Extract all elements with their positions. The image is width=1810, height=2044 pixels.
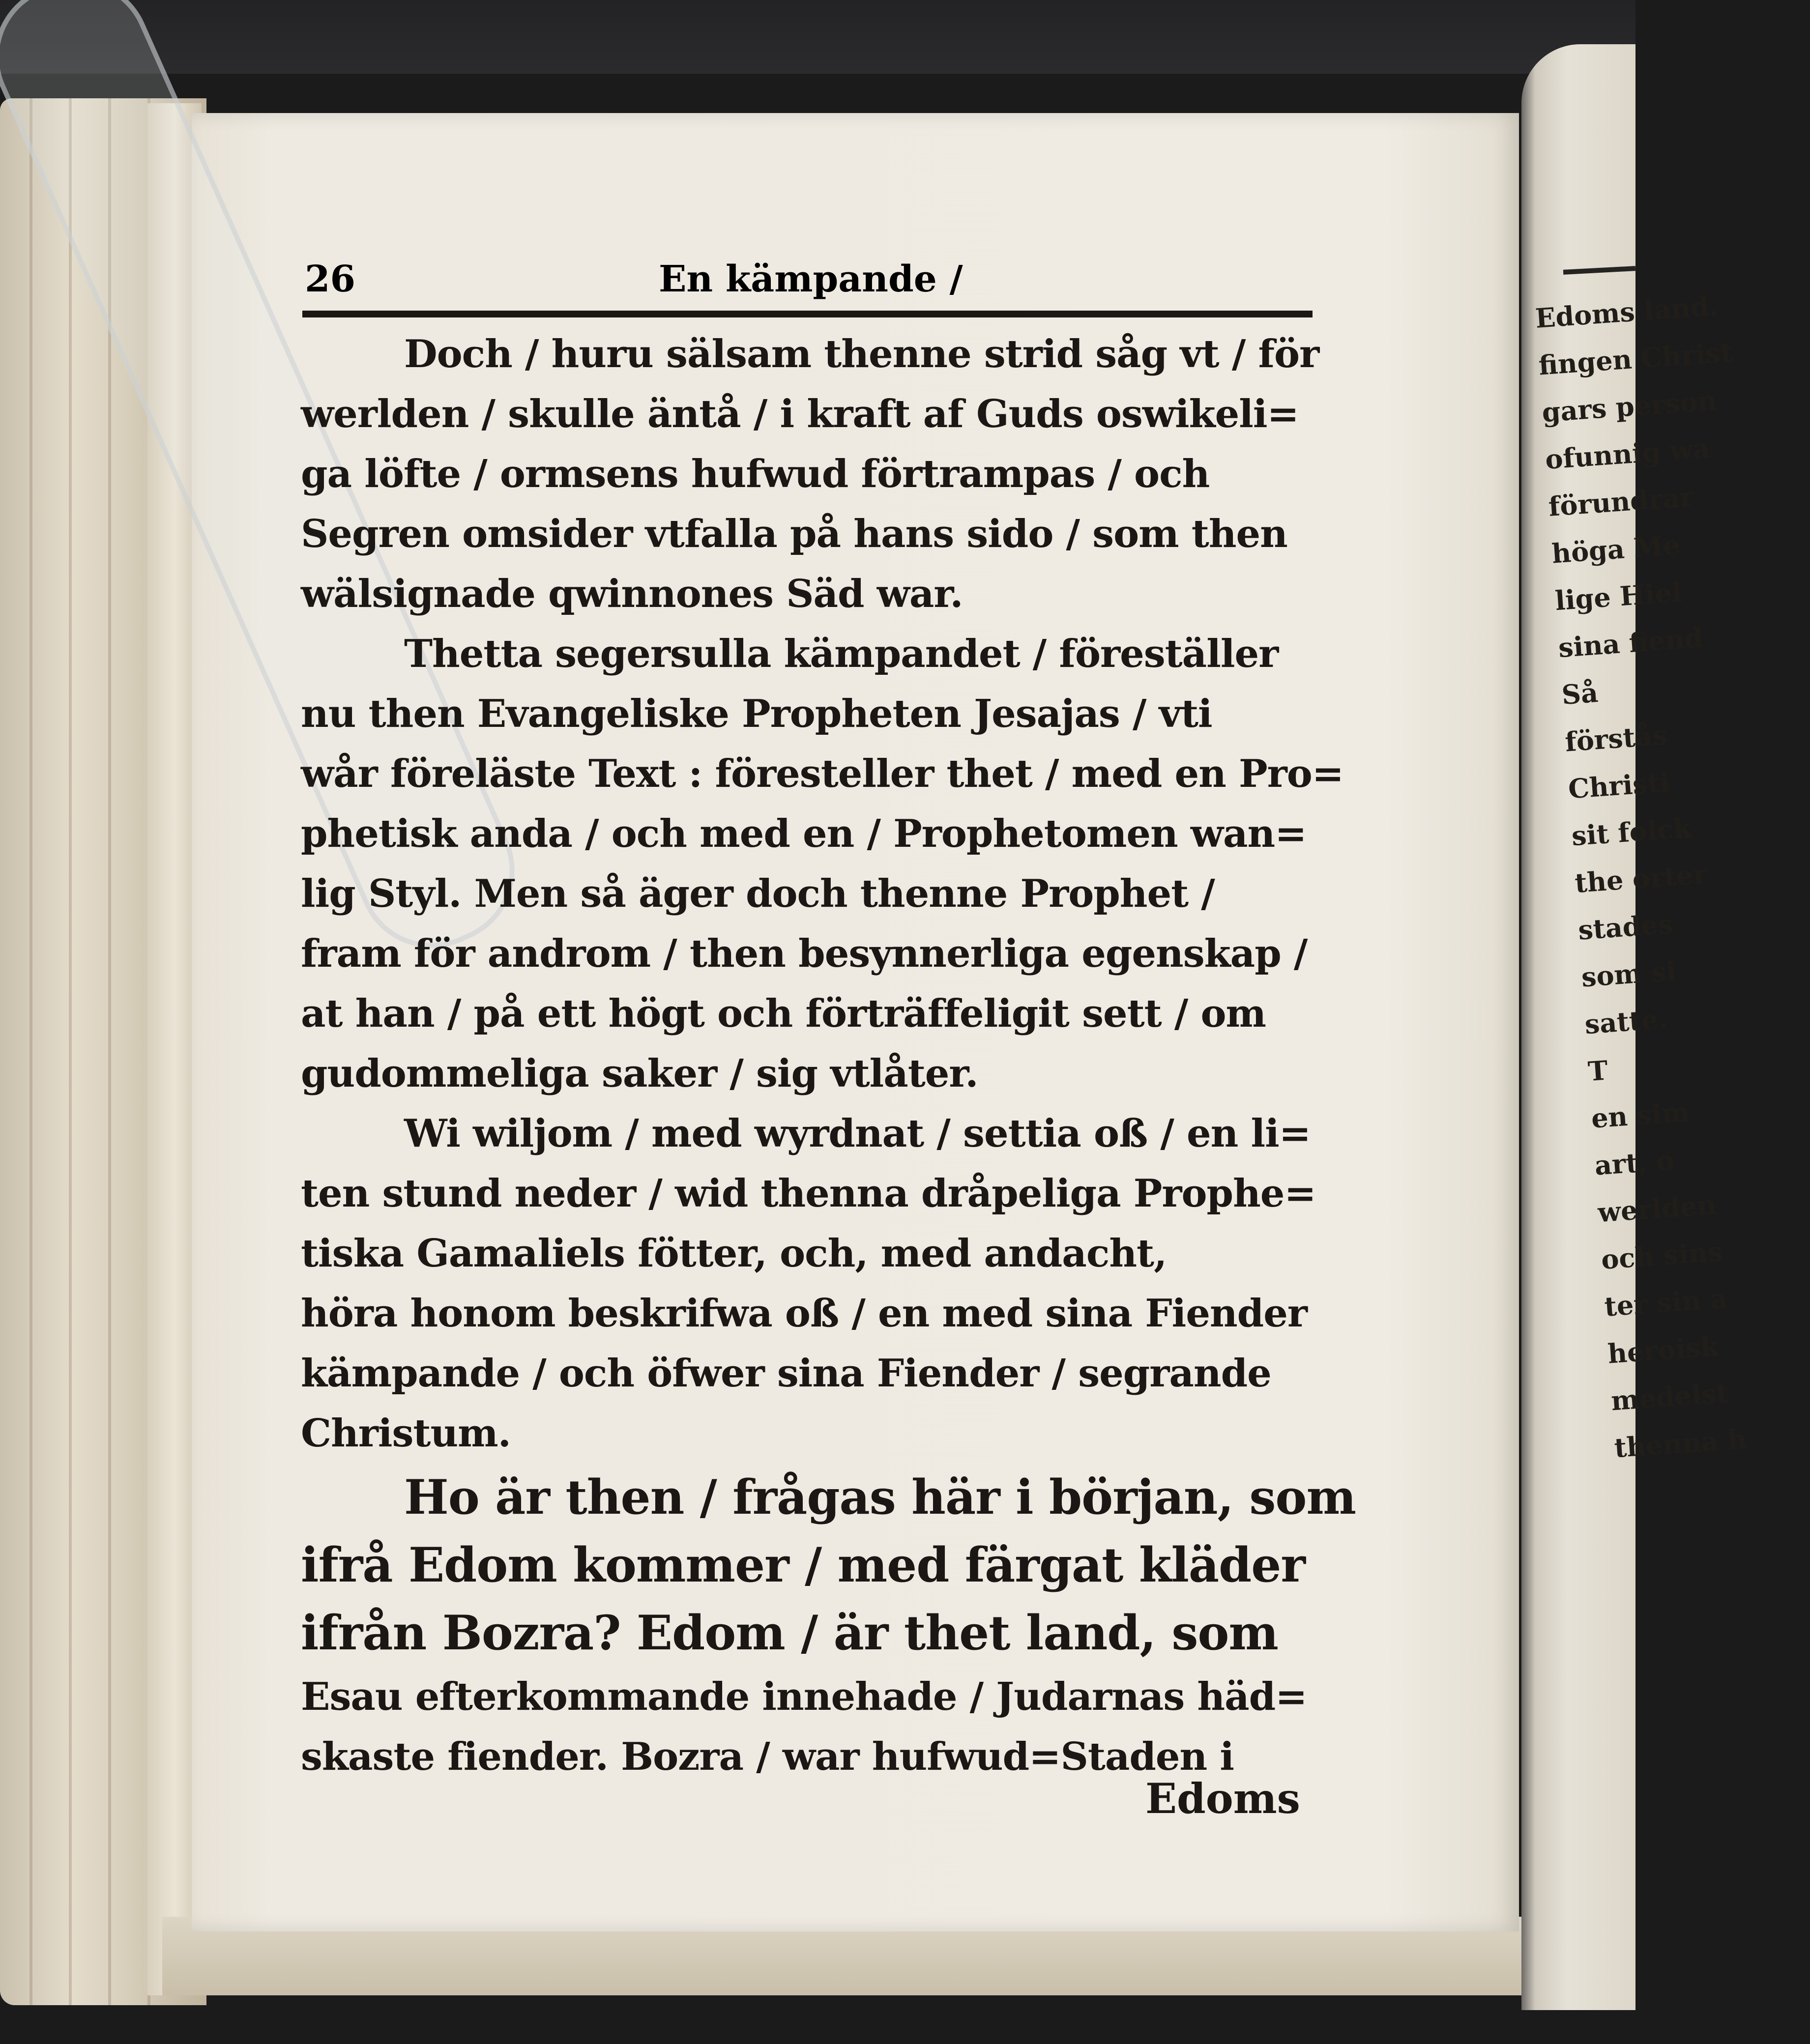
facing-text-line: werlden	[1597, 1188, 1718, 1229]
text-line: ten stund neder / wid thenna dråpeliga Prophe=	[301, 1171, 1316, 1216]
page-header	[305, 258, 1308, 307]
catchword: Edoms	[1145, 1774, 1300, 1823]
text-line: Christum.	[301, 1411, 511, 1456]
facing-text-line: och sins	[1600, 1236, 1724, 1276]
body-text	[301, 324, 1356, 1787]
facing-text-line: T	[1587, 1054, 1609, 1088]
facing-text-line: Edoms land.	[1534, 289, 1720, 334]
text-line: ifrå Edom kommer / med färgat kläder	[301, 1537, 1305, 1593]
facing-text-line: lige Hiel	[1554, 576, 1683, 617]
page-number: 26	[305, 258, 355, 300]
header-rule	[302, 311, 1313, 317]
text-line: ifrån Bozra? Edom / är thet land, som	[301, 1605, 1278, 1661]
text-line: phetisk anda / och med en / Prophetomen wan=	[301, 811, 1307, 856]
text-line: Doch / huru sälsam thenne strid såg vt / för	[404, 332, 1319, 376]
text-line: höra honom beskrifwa oß / en med sina Fiender	[301, 1291, 1307, 1336]
facing-text-line: höga Me	[1550, 529, 1681, 570]
text-line: kämpande / och öfwer sina Fiender / segrande	[301, 1351, 1271, 1396]
facing-text-line: ofunnig wa	[1544, 432, 1711, 476]
facing-text-line: heroisk	[1606, 1330, 1720, 1370]
text-line: ga löfte / ormsens hufwud förtrampas / och	[301, 452, 1210, 496]
text-line: wälsignade qwinnones Säd war.	[301, 572, 963, 616]
text-line: skaste fiender. Bozra / war hufwud=Staden i	[301, 1734, 1234, 1779]
text-line: fram för androm / then besynnerliga egenskap /	[301, 931, 1308, 976]
running-head: En kämpande /	[659, 258, 963, 300]
facing-text-line: som si	[1580, 955, 1678, 993]
text-line: at han / på ett högt och förträffeligit sett / om	[301, 991, 1266, 1036]
facing-text-line: art, o	[1593, 1144, 1675, 1181]
facing-text-line: fingen Christ	[1537, 336, 1734, 381]
facing-text-line: en sim	[1590, 1096, 1691, 1134]
facing-text-line: gars person	[1541, 384, 1718, 429]
facing-text-line: the orter	[1574, 858, 1708, 899]
facing-text-line: ter sin a	[1603, 1282, 1729, 1323]
text-line: wår föreläste Text : föresteller thet / med en Pro=	[301, 751, 1344, 796]
facing-text-line: förstås	[1564, 719, 1668, 758]
facing-text-line: stades	[1577, 908, 1674, 946]
text-line: Ho är then / frågas här i början, som	[404, 1469, 1356, 1525]
facing-text-line: förundrar	[1547, 481, 1695, 522]
backdrop	[0, 0, 1635, 74]
text-line: Thetta segersulla kämpandet / föreställer	[404, 632, 1279, 676]
facing-text-line: thenna h	[1613, 1423, 1748, 1464]
text-line: gudommeliga saker / sig vtlåter.	[301, 1051, 978, 1096]
text-line: Wi wiljom / med wyrdnat / settia oß / en li=	[404, 1111, 1311, 1156]
text-line: lig Styl. Men så äger doch thenne Prophet /	[301, 871, 1215, 916]
text-line: Segren omsider vtfalla på hans sido / som then	[301, 512, 1287, 556]
facing-text-line: Christi	[1567, 766, 1671, 805]
facing-text-line: sit folck	[1570, 812, 1693, 852]
facing-text-line: Så	[1560, 676, 1599, 711]
facing-text-line: medelst	[1610, 1377, 1730, 1417]
facing-text-line: sina fiend	[1557, 622, 1704, 664]
text-line: Esau efterkommande innehade / Judarnas häd=	[301, 1674, 1307, 1719]
facing-text-line: satte.	[1583, 1003, 1669, 1040]
text-line: tiska Gamaliels fötter, och, med andacht,	[301, 1231, 1167, 1276]
text-line: nu then Evangeliske Propheten Jesajas / vti	[301, 691, 1212, 736]
text-line: werlden / skulle äntå / i kraft af Guds oswikeli=	[301, 392, 1299, 436]
